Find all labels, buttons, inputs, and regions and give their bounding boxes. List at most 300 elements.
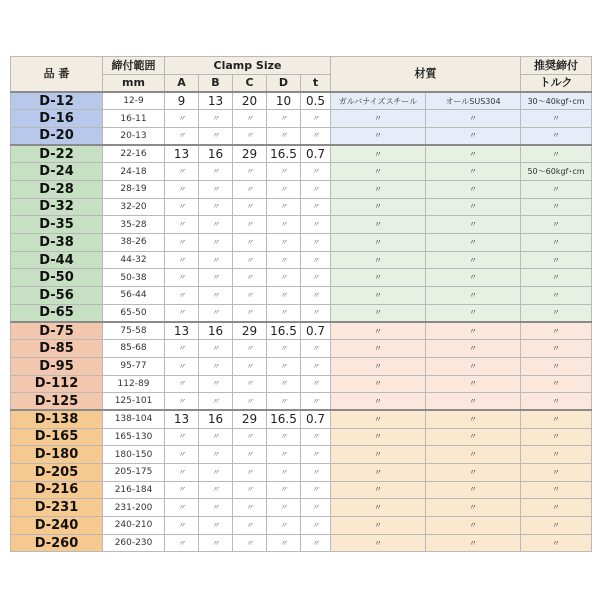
material-header: 材質	[331, 57, 521, 93]
torque-header-line2: トルク	[521, 75, 592, 93]
table-row	[11, 481, 592, 499]
material-galvanized-cell: 〃	[331, 499, 426, 517]
table-row	[11, 251, 592, 269]
material-galvanized-cell: 〃	[331, 481, 426, 499]
clamp-range-cell: 75-58	[103, 322, 165, 340]
clamp-range-cell: 12-9	[103, 92, 165, 110]
material-sus304-cell: 〃	[426, 198, 521, 216]
size-b-cell: 〃	[199, 269, 233, 287]
size-c-cell: 〃	[233, 198, 267, 216]
clamp-size-header: Clamp Size	[165, 57, 331, 75]
table-row	[11, 110, 592, 128]
material-galvanized-cell: 〃	[331, 517, 426, 535]
material-galvanized-cell: 〃	[331, 322, 426, 340]
size-d-cell: 10	[267, 92, 301, 110]
table-row	[11, 499, 592, 517]
material-sus304-cell: 〃	[426, 534, 521, 552]
size-b-cell: 〃	[199, 180, 233, 198]
material-sus304-cell: 〃	[426, 357, 521, 375]
torque-cell: 〃	[521, 375, 592, 393]
material-galvanized-cell: 〃	[331, 216, 426, 234]
size-a-cell: 〃	[165, 163, 199, 181]
material-galvanized-cell: 〃	[331, 198, 426, 216]
size-c-cell: 29	[233, 410, 267, 428]
size-c-cell: 〃	[233, 287, 267, 305]
size-b-cell: 〃	[199, 287, 233, 305]
thickness-cell: 〃	[301, 269, 331, 287]
material-galvanized-cell: 〃	[331, 534, 426, 552]
table-row	[11, 216, 592, 234]
size-b-cell: 16	[199, 410, 233, 428]
size-d-cell: 〃	[267, 269, 301, 287]
table-row	[11, 517, 592, 535]
size-b-cell: 〃	[199, 517, 233, 535]
part-no-cell: D-20	[11, 127, 103, 145]
material-sus304-cell: 〃	[426, 127, 521, 145]
torque-cell: 〃	[521, 304, 592, 322]
part-no-cell: D-138	[11, 410, 103, 428]
material-sus304-cell: 〃	[426, 304, 521, 322]
clamp-range-cell: 180-150	[103, 446, 165, 464]
size-a-cell: 13	[165, 145, 199, 163]
thickness-cell: 0.7	[301, 145, 331, 163]
size-c-cell: 〃	[233, 269, 267, 287]
part-no-cell: D-180	[11, 446, 103, 464]
table-row	[11, 92, 592, 110]
size-d-cell: 〃	[267, 304, 301, 322]
size-a-cell: 〃	[165, 287, 199, 305]
clamp-range-cell: 50-38	[103, 269, 165, 287]
size-d-cell: 〃	[267, 517, 301, 535]
thickness-cell: 〃	[301, 534, 331, 552]
material-sus304-cell: 〃	[426, 145, 521, 163]
size-d-cell: 〃	[267, 287, 301, 305]
clamp-range-cell: 35-28	[103, 216, 165, 234]
part-no-cell: D-85	[11, 340, 103, 358]
material-galvanized-cell: 〃	[331, 127, 426, 145]
clamp-range-cell: 231-200	[103, 499, 165, 517]
table-row	[11, 145, 592, 163]
table-row	[11, 410, 592, 428]
size-c-cell: 〃	[233, 481, 267, 499]
size-d-cell: 〃	[267, 110, 301, 128]
material-galvanized-cell: 〃	[331, 340, 426, 358]
table-row	[11, 163, 592, 181]
material-galvanized-cell: 〃	[331, 446, 426, 464]
torque-cell: 〃	[521, 340, 592, 358]
size-d-cell: 〃	[267, 180, 301, 198]
table-row	[11, 463, 592, 481]
torque-cell: 〃	[521, 234, 592, 252]
table-row	[11, 269, 592, 287]
thickness-cell: 0.7	[301, 410, 331, 428]
thickness-cell: 〃	[301, 499, 331, 517]
part-no-cell: D-95	[11, 357, 103, 375]
size-a-cell: 〃	[165, 216, 199, 234]
part-no-cell: D-38	[11, 234, 103, 252]
material-sus304-cell: 〃	[426, 463, 521, 481]
size-d-cell: 〃	[267, 499, 301, 517]
material-sus304-cell: 〃	[426, 446, 521, 464]
thickness-cell: 〃	[301, 340, 331, 358]
size-b-cell: 〃	[199, 499, 233, 517]
size-d-cell: 〃	[267, 534, 301, 552]
size-b-cell: 〃	[199, 127, 233, 145]
material-galvanized-cell: 〃	[331, 145, 426, 163]
size-c-cell: 〃	[233, 534, 267, 552]
size-d-cell: 〃	[267, 463, 301, 481]
material-galvanized-cell: 〃	[331, 287, 426, 305]
part-no-cell: D-112	[11, 375, 103, 393]
size-d-cell: 〃	[267, 216, 301, 234]
part-no-cell: D-44	[11, 251, 103, 269]
size-a-cell: 13	[165, 410, 199, 428]
size-d-cell: 〃	[267, 198, 301, 216]
size-c-cell: 〃	[233, 180, 267, 198]
thickness-cell: 〃	[301, 428, 331, 446]
size-d-cell: 16.5	[267, 145, 301, 163]
size-c-cell: 〃	[233, 340, 267, 358]
size-b-cell: 〃	[199, 251, 233, 269]
thickness-cell: 〃	[301, 481, 331, 499]
clamp-range-cell: 260-230	[103, 534, 165, 552]
size-d-cell: 〃	[267, 446, 301, 464]
clamp-range-cell: 65-50	[103, 304, 165, 322]
thickness-cell: 〃	[301, 198, 331, 216]
torque-cell: 〃	[521, 180, 592, 198]
part-no-cell: D-125	[11, 393, 103, 411]
size-c-cell: 29	[233, 322, 267, 340]
material-galvanized-cell: 〃	[331, 463, 426, 481]
torque-cell: 〃	[521, 216, 592, 234]
size-a-cell: 〃	[165, 127, 199, 145]
size-d-cell: 〃	[267, 163, 301, 181]
clamp-range-cell: 56-44	[103, 287, 165, 305]
part-no-cell: D-28	[11, 180, 103, 198]
table-row	[11, 428, 592, 446]
thickness-cell: 〃	[301, 446, 331, 464]
size-c-cell: 〃	[233, 357, 267, 375]
size-c-cell: 〃	[233, 463, 267, 481]
material-galvanized-cell: 〃	[331, 269, 426, 287]
material-sus304-cell: 〃	[426, 322, 521, 340]
size-d-cell: 〃	[267, 340, 301, 358]
part-no-cell: D-165	[11, 428, 103, 446]
size-c-cell: 〃	[233, 304, 267, 322]
material-sus304-cell: 〃	[426, 499, 521, 517]
torque-cell: 〃	[521, 251, 592, 269]
size-b-cell: 〃	[199, 375, 233, 393]
size-a-cell: 〃	[165, 269, 199, 287]
material-galvanized-cell: 〃	[331, 110, 426, 128]
clamp-range-cell: 16-11	[103, 110, 165, 128]
thickness-cell: 〃	[301, 180, 331, 198]
size-d-cell: 16.5	[267, 410, 301, 428]
size-d-cell: 〃	[267, 428, 301, 446]
size-b-cell: 〃	[199, 216, 233, 234]
material-sus304-cell: 〃	[426, 517, 521, 535]
thickness-cell: 〃	[301, 251, 331, 269]
size-c-cell: 〃	[233, 216, 267, 234]
part-no-cell: D-32	[11, 198, 103, 216]
material-galvanized-cell: 〃	[331, 375, 426, 393]
table-row	[11, 340, 592, 358]
size-a-cell: 〃	[165, 198, 199, 216]
thickness-cell: 〃	[301, 304, 331, 322]
size-d-cell: 〃	[267, 481, 301, 499]
table-row	[11, 534, 592, 552]
thickness-cell: 0.5	[301, 92, 331, 110]
size-a-cell: 〃	[165, 357, 199, 375]
size-c-cell: 〃	[233, 393, 267, 411]
part-no-cell: D-240	[11, 517, 103, 535]
size-c-cell: 〃	[233, 499, 267, 517]
clamp-range-cell: 85-68	[103, 340, 165, 358]
clamp-range-cell: 32-20	[103, 198, 165, 216]
table-body	[11, 92, 592, 552]
clamp-range-cell: 22-16	[103, 145, 165, 163]
torque-cell: 〃	[521, 357, 592, 375]
table-row	[11, 446, 592, 464]
torque-cell: 〃	[521, 287, 592, 305]
size-a-cell: 〃	[165, 375, 199, 393]
range-header-line1: 締付範囲	[111, 58, 156, 72]
part-no-cell: D-50	[11, 269, 103, 287]
material-sus304-cell: 〃	[426, 340, 521, 358]
torque-cell: 〃	[521, 127, 592, 145]
size-b-cell: 〃	[199, 110, 233, 128]
material-sus304-cell: 〃	[426, 428, 521, 446]
torque-cell: 〃	[521, 269, 592, 287]
size-d-cell: 〃	[267, 375, 301, 393]
part-no-cell: D-260	[11, 534, 103, 552]
size-c-cell: 〃	[233, 375, 267, 393]
torque-header-line1: 推奨締付	[534, 58, 579, 72]
col-d-header: D	[267, 75, 301, 93]
col-t-header: t	[301, 75, 331, 93]
size-b-cell: 〃	[199, 428, 233, 446]
material-sus304-cell: 〃	[426, 251, 521, 269]
table-row	[11, 198, 592, 216]
material-galvanized-cell: ガルバナイズスチール	[331, 92, 426, 110]
size-b-cell: 〃	[199, 234, 233, 252]
size-b-cell: 〃	[199, 163, 233, 181]
size-a-cell: 〃	[165, 110, 199, 128]
material-galvanized-cell: 〃	[331, 410, 426, 428]
material-galvanized-cell: 〃	[331, 428, 426, 446]
table-row	[11, 393, 592, 411]
col-a-header: A	[165, 75, 199, 93]
part-no-cell: D-35	[11, 216, 103, 234]
table-row	[11, 322, 592, 340]
material-sus304-cell: 〃	[426, 163, 521, 181]
torque-cell: 〃	[521, 145, 592, 163]
clamp-range-cell: 240-210	[103, 517, 165, 535]
clamp-range-cell: 24-18	[103, 163, 165, 181]
part-no-cell: D-65	[11, 304, 103, 322]
size-b-cell: 〃	[199, 446, 233, 464]
size-d-cell: 〃	[267, 393, 301, 411]
table-row	[11, 180, 592, 198]
material-galvanized-cell: 〃	[331, 234, 426, 252]
size-a-cell: 〃	[165, 499, 199, 517]
torque-cell: 〃	[521, 393, 592, 411]
clamp-range-cell: 165-130	[103, 428, 165, 446]
size-a-cell: 〃	[165, 428, 199, 446]
material-sus304-cell: 〃	[426, 216, 521, 234]
thickness-cell: 〃	[301, 287, 331, 305]
material-sus304-cell: 〃	[426, 481, 521, 499]
size-a-cell: 〃	[165, 234, 199, 252]
material-sus304-cell: 〃	[426, 180, 521, 198]
material-galvanized-cell: 〃	[331, 393, 426, 411]
torque-cell: 〃	[521, 446, 592, 464]
thickness-cell: 〃	[301, 357, 331, 375]
clamp-range-cell: 216-184	[103, 481, 165, 499]
torque-cell: 30～40kgf･cm	[521, 92, 592, 110]
part-no-cell: D-12	[11, 92, 103, 110]
size-b-cell: 16	[199, 145, 233, 163]
size-a-cell: 〃	[165, 340, 199, 358]
thickness-cell: 〃	[301, 393, 331, 411]
clamp-range-cell: 112-89	[103, 375, 165, 393]
size-a-cell: 〃	[165, 463, 199, 481]
torque-cell: 〃	[521, 410, 592, 428]
torque-cell: 〃	[521, 110, 592, 128]
part-no-header: 品 番	[11, 57, 103, 93]
size-c-cell: 〃	[233, 110, 267, 128]
table-row	[11, 304, 592, 322]
size-c-cell: 29	[233, 145, 267, 163]
size-a-cell: 〃	[165, 304, 199, 322]
part-no-cell: D-22	[11, 145, 103, 163]
clamp-range-cell: 95-77	[103, 357, 165, 375]
material-sus304-cell: 〃	[426, 375, 521, 393]
thickness-cell: 0.7	[301, 322, 331, 340]
size-b-cell: 〃	[199, 357, 233, 375]
size-b-cell: 〃	[199, 481, 233, 499]
thickness-cell: 〃	[301, 110, 331, 128]
size-c-cell: 〃	[233, 127, 267, 145]
material-galvanized-cell: 〃	[331, 251, 426, 269]
table-header	[11, 57, 592, 93]
size-c-cell: 20	[233, 92, 267, 110]
thickness-cell: 〃	[301, 234, 331, 252]
thickness-cell: 〃	[301, 517, 331, 535]
thickness-cell: 〃	[301, 163, 331, 181]
size-b-cell: 〃	[199, 534, 233, 552]
size-b-cell: 〃	[199, 340, 233, 358]
torque-cell: 〃	[521, 499, 592, 517]
material-sus304-cell: 〃	[426, 287, 521, 305]
size-d-cell: 〃	[267, 234, 301, 252]
table-row	[11, 375, 592, 393]
torque-cell: 50～60kgf･cm	[521, 163, 592, 181]
size-c-cell: 〃	[233, 251, 267, 269]
material-sus304-cell: 〃	[426, 393, 521, 411]
part-no-cell: D-16	[11, 110, 103, 128]
size-a-cell: 〃	[165, 481, 199, 499]
size-a-cell: 〃	[165, 534, 199, 552]
torque-cell: 〃	[521, 198, 592, 216]
material-sus304-cell: 〃	[426, 110, 521, 128]
part-no-cell: D-205	[11, 463, 103, 481]
part-no-cell: D-216	[11, 481, 103, 499]
size-d-cell: 16.5	[267, 322, 301, 340]
part-no-cell: D-231	[11, 499, 103, 517]
size-b-cell: 16	[199, 322, 233, 340]
material-galvanized-cell: 〃	[331, 357, 426, 375]
material-sus304-cell: 〃	[426, 234, 521, 252]
material-sus304-cell: 〃	[426, 269, 521, 287]
size-b-cell: 〃	[199, 393, 233, 411]
clamp-spec-table	[10, 56, 592, 552]
range-header	[103, 57, 165, 75]
torque-cell: 〃	[521, 481, 592, 499]
size-a-cell: 〃	[165, 517, 199, 535]
part-no-cell: D-24	[11, 163, 103, 181]
size-a-cell: 13	[165, 322, 199, 340]
size-c-cell: 〃	[233, 428, 267, 446]
size-d-cell: 〃	[267, 127, 301, 145]
clamp-range-cell: 28-19	[103, 180, 165, 198]
part-no-cell: D-56	[11, 287, 103, 305]
clamp-range-cell: 138-104	[103, 410, 165, 428]
size-c-cell: 〃	[233, 517, 267, 535]
size-a-cell: 〃	[165, 446, 199, 464]
torque-cell: 〃	[521, 463, 592, 481]
material-galvanized-cell: 〃	[331, 304, 426, 322]
size-b-cell: 13	[199, 92, 233, 110]
clamp-range-cell: 125-101	[103, 393, 165, 411]
col-b-header: B	[199, 75, 233, 93]
clamp-range-cell: 205-175	[103, 463, 165, 481]
size-c-cell: 〃	[233, 446, 267, 464]
size-b-cell: 〃	[199, 304, 233, 322]
torque-cell: 〃	[521, 322, 592, 340]
size-d-cell: 〃	[267, 357, 301, 375]
size-d-cell: 〃	[267, 251, 301, 269]
table-row	[11, 127, 592, 145]
size-c-cell: 〃	[233, 163, 267, 181]
material-galvanized-cell: 〃	[331, 163, 426, 181]
torque-header	[521, 57, 592, 75]
thickness-cell: 〃	[301, 216, 331, 234]
torque-cell: 〃	[521, 534, 592, 552]
range-unit-header: mm	[103, 75, 165, 93]
table-row	[11, 357, 592, 375]
size-a-cell: 9	[165, 92, 199, 110]
clamp-range-cell: 38-26	[103, 234, 165, 252]
material-sus304-cell: オールSUS304	[426, 92, 521, 110]
table-row	[11, 287, 592, 305]
col-c-header: C	[233, 75, 267, 93]
size-a-cell: 〃	[165, 393, 199, 411]
size-a-cell: 〃	[165, 180, 199, 198]
material-galvanized-cell: 〃	[331, 180, 426, 198]
table-row	[11, 234, 592, 252]
size-b-cell: 〃	[199, 463, 233, 481]
torque-cell: 〃	[521, 517, 592, 535]
clamp-range-cell: 44-32	[103, 251, 165, 269]
thickness-cell: 〃	[301, 463, 331, 481]
thickness-cell: 〃	[301, 127, 331, 145]
size-a-cell: 〃	[165, 251, 199, 269]
material-sus304-cell: 〃	[426, 410, 521, 428]
part-no-cell: D-75	[11, 322, 103, 340]
size-b-cell: 〃	[199, 198, 233, 216]
torque-cell: 〃	[521, 428, 592, 446]
